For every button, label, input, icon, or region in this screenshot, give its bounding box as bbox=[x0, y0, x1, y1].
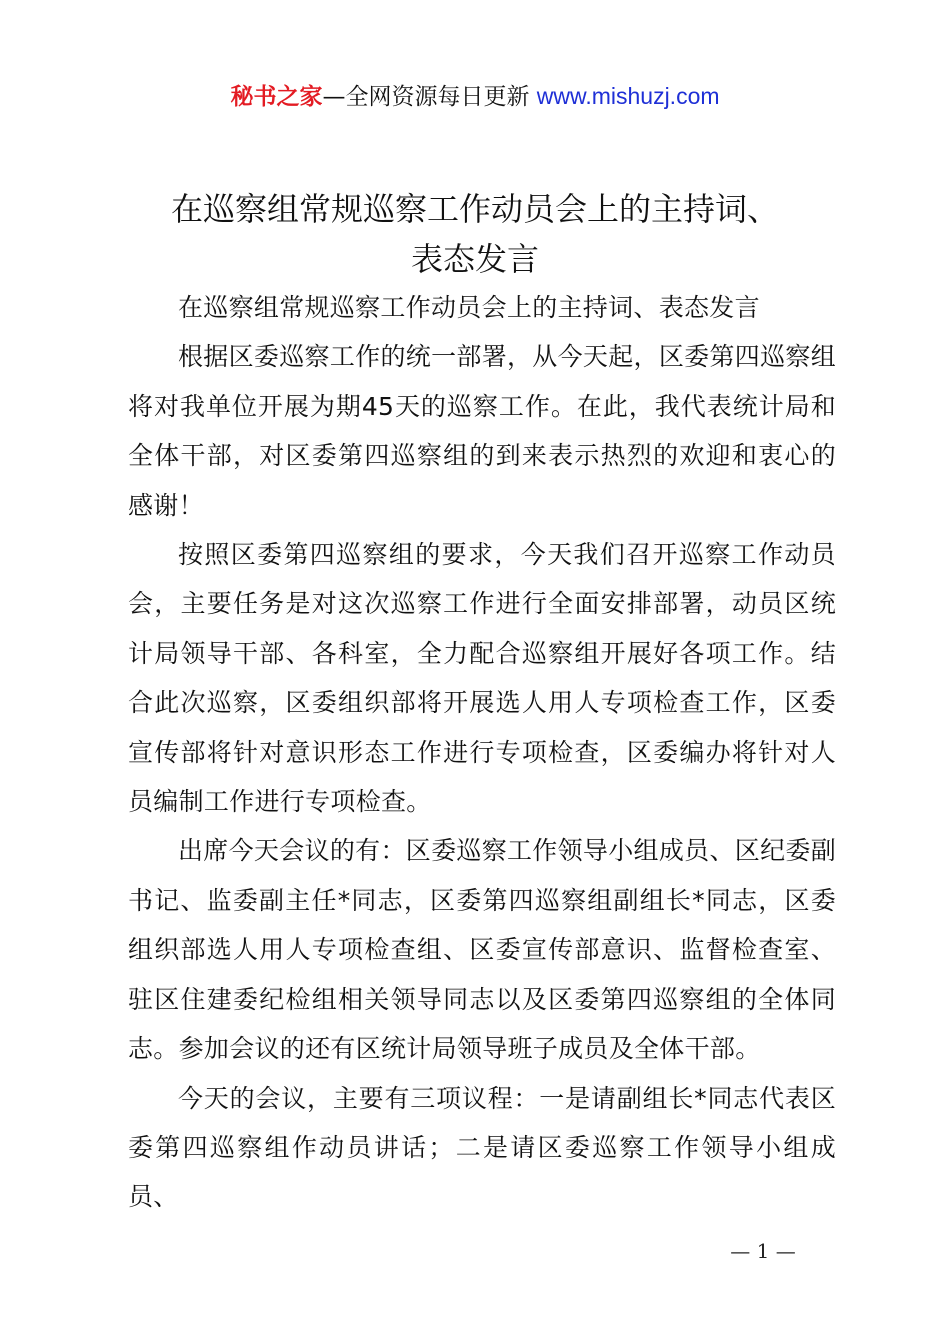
document-title-line-2: 表态发言 bbox=[410, 240, 539, 278]
document-title-line-1: 在巡察组常规巡察工作动员会上的主持词、 bbox=[170, 190, 779, 228]
site-header bbox=[0, 80, 950, 113]
site-url-link[interactable]: www.mishuzj.com bbox=[536, 83, 720, 109]
body-paragraph: 按照区委第四巡察组的要求，今天我们召开巡察工作动员会，主要任务是对这次巡察工作进行全面安排部署，动员区统计局领导干部、各科室，全力配合巡察组开展好各项工作。结合此次巡察，区委组织部将开展选人用人专项检查工作，区委宣传部将针对意识形态工作进行专项检查，区委编办将针对人员编制工作进行专项检查。 bbox=[128, 540, 836, 817]
header-tagline: —全网资源每日更新 bbox=[322, 84, 537, 110]
body-paragraph: 出席今天会议的有：区委巡察工作领导小组成员、区纪委副书记、监委副主任*同志，区委第四巡察组副组长*同志，区委组织部选人用人专项检查组、区委宣传部意识、监督检查室、驻区住建委纪检组相关领导同志以及区委第四巡察组的全体同志。参加会议的还有区统计局领导班子成员及全体干部。 bbox=[128, 836, 836, 1064]
document-title bbox=[100, 184, 850, 284]
body-paragraph: 今天的会议，主要有三项议程：一是请副组长*同志代表区委第四巡察组作动员讲话；二是请区委巡察工作领导小组成员、 bbox=[128, 1083, 836, 1212]
subtitle-paragraph: 在巡察组常规巡察工作动员会上的主持词、表态发言 bbox=[178, 293, 760, 322]
body-paragraph: 根据区委巡察工作的统一部署，从今天起，区委第四巡察组将对我单位开展为期45天的巡察工作。在此，我代表统计局和全体干部，对区委第四巡察组的到来表示热烈的欢迎和衷心的感谢！ bbox=[128, 342, 836, 520]
document-body bbox=[128, 283, 836, 1222]
brand-name: 秘书之家 bbox=[230, 84, 323, 110]
page-number: — 1 — bbox=[730, 1239, 796, 1263]
